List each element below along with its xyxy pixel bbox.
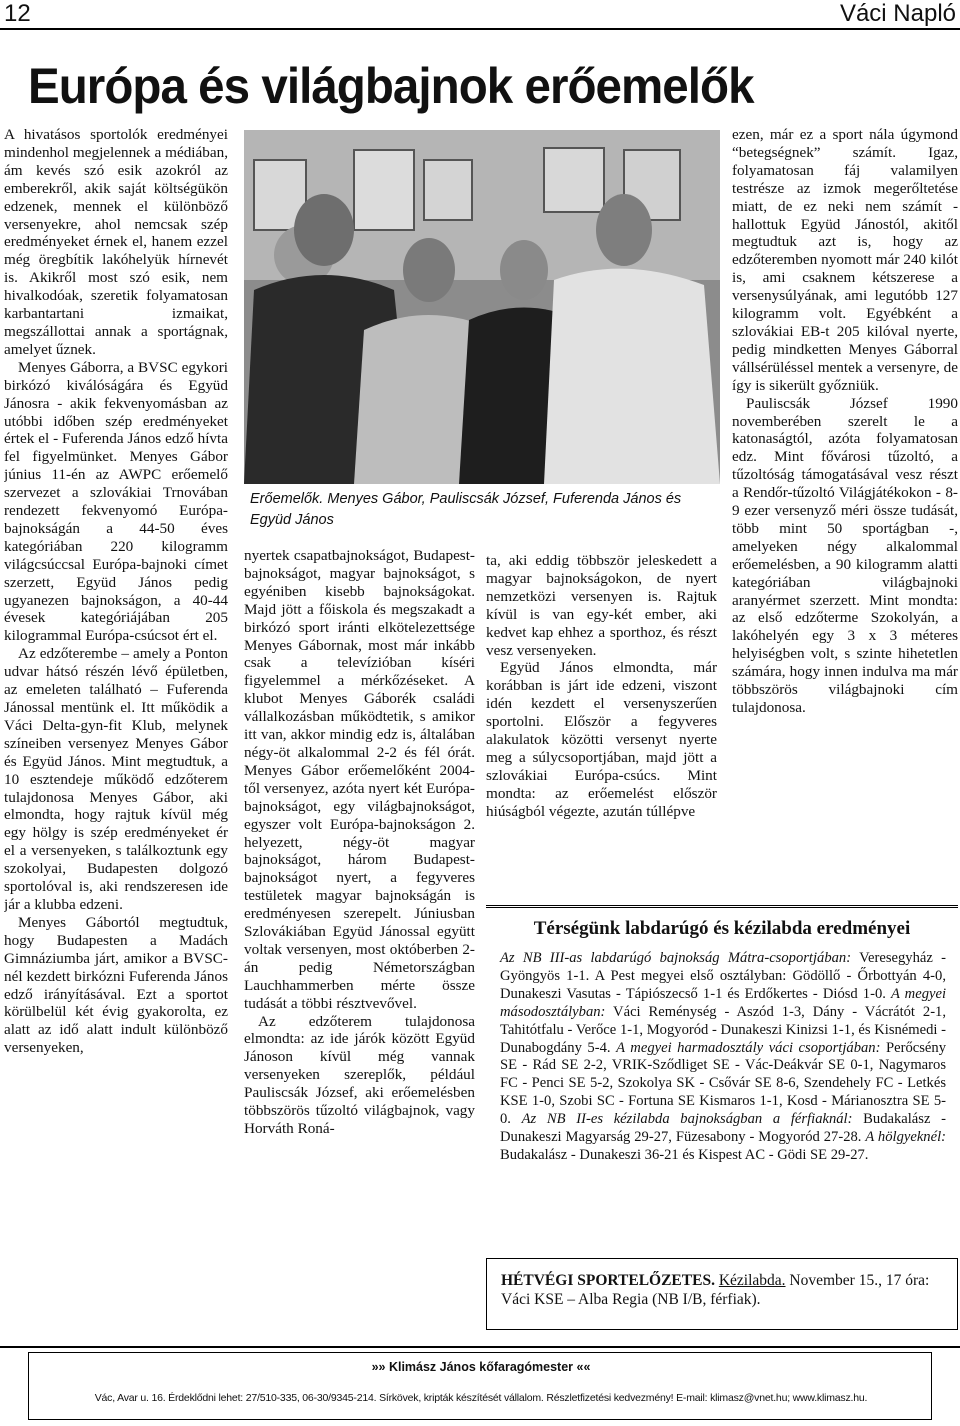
article-paragraph: nyertek csapatbajnokságot, Budapest-bajnokságot, magyar bajnokságot, s egyéniben kisebb bajnokságokat. Majd jött a főiskola és megszakadt a birkózó sport iránti elkötelezettsége Menyes Gábornak, most már inkább csak a televízióban kíséri figyelemmel a mérkőzéseket. A klubot Menyes Gáborék családi vállalkozásban működtetik, s amikor itt van, akkor mindig edz is, általában négy-öt alkalommal 2-2 és fél órát. Menyes Gábor erőemelőként 2004-től versenyez, azóta nyert két Európa-bajnokságot, egy világbajnokságot, egyszer volt Európa-bajnokságon 2. helyezett, négy-öt magyar bajnokságot, három Budapest-bajnokságot nyert, a fegyveres testületek magyar bajnokságán is eredményesen szerepelt. Júniusban Szlovákiában Együd Jánossal együtt voltak versenyen, most októberben 2-án pedig Németországban Lauchhammerben mérte össze tudását a többi résztvevővel. [244, 547, 475, 1012]
page-number: 12 [4, 0, 31, 27]
results-segment: Budakalász - Dunakeszi Magyarság 29-27, Füzesabony - Mogyoród 27-28. [500, 1111, 946, 1146]
ad-text: Vác, Avar u. 16. Érdeklődni lehet: 27/510-335, 06-30/9345-214. Sírkövek, kripták készítését vállalom. Részletfizetési kedvezmény! E-mail: klimasz@vnet.hu; www.klimasz.hu. [94, 1392, 868, 1404]
photo-caption: Erőemelők. Menyes Gábor, Pauliscsák József, Fuferenda János és Együd János [250, 491, 682, 528]
article-column-3 [486, 552, 717, 897]
article-paragraph: Együd János elmondta, már korábban is járt ide edzeni, viszont idén kezdett el versenyszerűen sportolni. Először a fegyveres alakulatok közötti versenyt nyerte meg a súlycsoportjában, majd jött a szlovákiai Európa-csúcs. Mint mondta: az erőemelést először hiúságból végezte, azután túllépve [486, 659, 717, 820]
advertisement [28, 1352, 932, 1420]
article-paragraph: Az edzőterem tulajdonosa elmondta: az ide járók között Együd Jánoson kívül még vannak versenyeken szereplők, például Pauliscsák József, aki erőemelésben többszörös tűzoltó világbajnok, vagy Horváth Roná- [244, 1012, 475, 1137]
weekend-preview-box [486, 1258, 958, 1330]
team-photo [244, 130, 720, 484]
ad-divider [0, 1346, 960, 1348]
headline: Európa és világbajnok erőemelők [28, 58, 754, 114]
results-segment: Váci Reménység - Aszód 1-3, Dány - Vácrátót 2-1, Tahitótfalu - Verőce 1-1, Mogyoród - Dunakeszi Kinizsi 1-1, és Kisnémedi - Dunabogdány 5-4. [500, 1003, 946, 1056]
weekend-label: HÉTVÉGI SPORTELŐZETES. [501, 1272, 715, 1289]
article-column-4 [732, 126, 958, 896]
results-segment: Budakalász - Dunakeszi 36-21 és Kispest AC - Gödi SE 29-27. [500, 1146, 869, 1163]
newspaper-name: Váci Napló [839, 0, 956, 27]
results-label: A megyei harmadosztály váci csoportjában: [616, 1039, 881, 1056]
results-segment: Veresegyház - Gyöngyös 1-1. A Pest megyei első osztályban: Gödöllő - Őrbottyán 4-0, Dunakeszi Vasutas - Tápiószecső 1-1 és Erdőkertes - Diósd 1-0. [500, 950, 946, 1002]
page-header [0, 0, 960, 30]
results-box [486, 905, 958, 1241]
article-paragraph: Az edzőterembe – amely a Ponton udvar hátsó részén lévő épületben, az emeleten található – Fuferenda Jánossal mentünk el. Itt működik a Váci Delta-gyn-fit Klub, melynek színeiben versenyez Menyes Gábor és Együd János. Mint megtudtuk, a 10 esztendeje működő edzőterem tulajdonosa Menyes Gábor, aki elmondta, hogy rajtuk kívül még egy hölgy is szép eredményeket ér el a versenyeken, s találkoztunk egy szokolyai, Budapesten dolgozó sportolóval is, aki rendszeresen ide jár a klubba edzeni. [4, 645, 228, 913]
results-label: A megyei másodosztályban: [500, 985, 947, 1020]
article-paragraph: A hivatásos sportolók eredményei mindenhol megjelennek a médiában, ám kevés szó esik azokról az emberekről, akik saját költségükön edzenek, mennek el különböző versenyekre, ahol nemcsak szép eredményeket érnek el, hanem ezzel még öregbítik lakóhelyük hírnevét is. Akikről most szó esik, nem hivalkodóak, szeretik folyamatosan karbantartani izmaikat, megszállottai annak a sportágnak, amelyet űznek. [4, 126, 228, 358]
article-paragraph: ta, aki eddig többször jeleskedett a magyar bajnokságokon, de nyert nemzetközi versenyen is. Rajtuk kívül is van egy-két ember, aki kedvet kap ehhez a sporthoz, és részt vesz versenyeken. [486, 552, 717, 659]
weekend-preview-text [501, 1271, 947, 1309]
results-label: Az NB II-es kézilabda bajnokságban a férfiaknál: [521, 1111, 853, 1128]
results-segment: Perőcsény SE - Rád SE 2-2, VRIK-Sződliget SE - Vác-Deákvár SE 0-1, Nagymaros FC - Penci SE 5-2, Szokolya SK - Csővár SE 8-6, Szendehely FC - Letkés KSE 1-0, Szobi SC - Fortuna SE Kismaros 1-1, Kosd - Márianosztra SE 5-0. [500, 1039, 946, 1128]
results-label: Az NB III-as labdarúgó bajnokság Mátra-csoportjában: [500, 950, 852, 966]
results-text [500, 950, 946, 1165]
weekend-sport: Kézilabda. [718, 1272, 786, 1289]
results-label: A hölgyeknél: [865, 1129, 946, 1146]
article-paragraph: Pauliscsák József 1990 novemberében szerelt le a katonaságtól, azóta folyamatosan edz. Mint fővárosi tűzoltó, a tűzoltóság támogatásával vesz részt a Rendőr-tűzoltó Világjátékokon - 8-9 ezer versenyző méri össze tudását, több mint 50 sportágban -, amelyeken négy alkalommal erőemelésben, a 90 kilogramm alatti kategóriában világbajnoki aranyérmet szerzett. Mint mondta: az első edzőterme Szokolyán, a lakóhelyén egy 3 x 3 méteres helyiségben volt, s szinte hihetetlen számára, hogy innen indulva ma már többszörös világbajnoki cím tulajdonosa. [732, 394, 958, 716]
article-paragraph: Menyes Gáborra, a BVSC egykori birkózó kiválóságára és Együd Jánosra - akik fekvenyomásban az utóbbi időben szép eredményeket értek el - Fuferenda János edző hívta fel figyelmünket. Menyes Gábor június 11-én az AWPC erőemelő szervezet a szlovákiai Trnovában rendezett fekvenyomó Európa-bajnokságán a 44-50 éves kategóriában 220 kilogramm világcsúccsal Európa-bajnoki címet szerzett, Együd János pedig ugyanezen bajnokságon, a 40-44 évesek kategóriájában 205 kilogrammal Európa-csúcsot ért el. [4, 358, 228, 645]
article-column-2 [244, 547, 475, 1242]
article-paragraph: ezen, már ez a sport nála úgymond “betegségnek” számít. Igaz, folyamatosan fáj valamilyen testrésze az izmok megerőltetése miatt, de ez neki nem számít - hallottuk Együd Jánostól, akitől megtudtuk azt is, hogy az edzőteremben nyomott már 240 kilót is, ami csaknem kétszerese a versenysúlyának, ami legutóbb 127 kilogramm volt. Egyébként a szlovákiai EB-t 205 kilóval nyerte, pedig mindketten Menyes Gáborral vállsérüléssel mentek a versenyre, de így is sikerült győzniük. [732, 126, 958, 394]
article-column-1 [4, 126, 228, 1326]
article-paragraph: Menyes Gábortól megtudtuk, hogy Budapesten a Madách Gimnáziumba járt, amikor a BVSC-nél kezdett birkózni Fuferenda János edző irányításával. Ezt a sportot körülbelül két évig gyakorolta, ez alatt az idő alatt indult különböző versenyeken, [4, 913, 228, 1057]
ad-title: »» Klimász János kőfaragómester «« [371, 1360, 591, 1374]
results-title: Térségünk labdarúgó és kézilabda eredményei [533, 918, 911, 939]
photo-illustration [244, 130, 720, 484]
weekend-event: November 15., 17 óra: Váci KSE – Alba Regia (NB I/B, férfiak). [501, 1272, 930, 1308]
